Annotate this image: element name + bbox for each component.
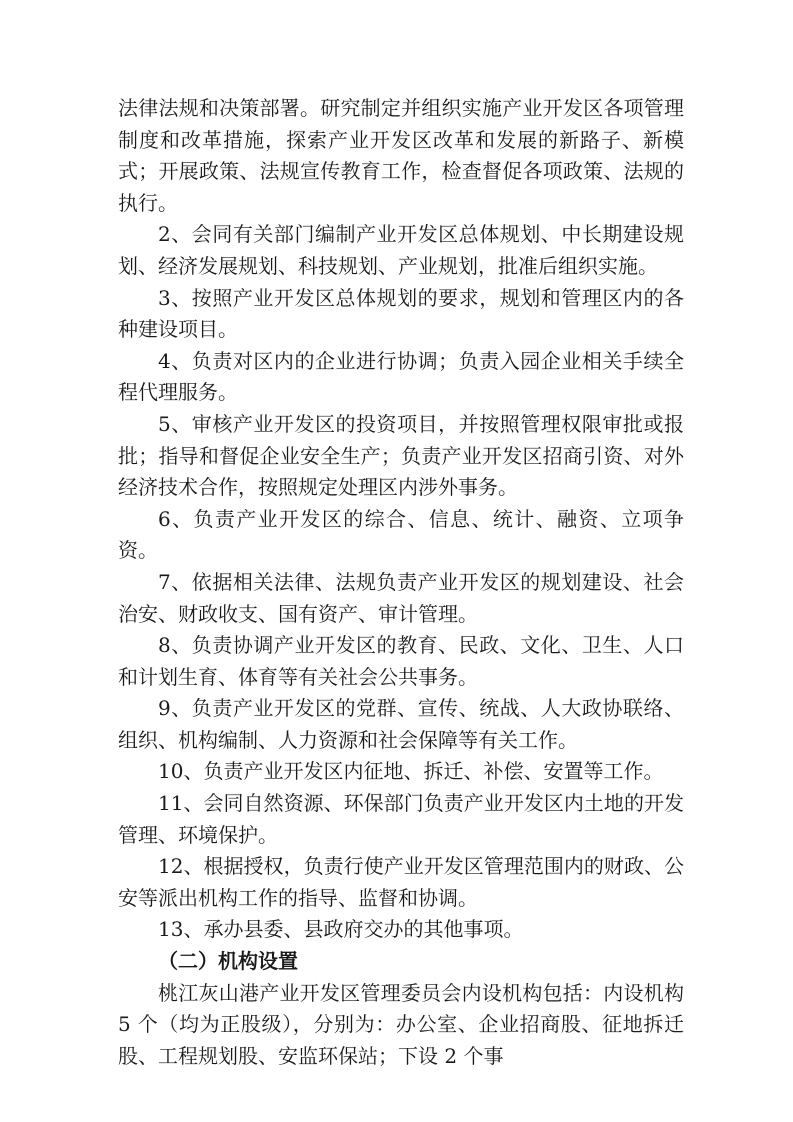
duty-item-11: 11、会同自然资源、环保部门负责产业开发区内土地的开发管理、环境保护。 — [118, 791, 684, 847]
duty-item-8: 8、负责协调产业开发区的教育、民政、文化、卫生、人口和计划生育、体育等有关社会公共事务。 — [118, 633, 684, 689]
duty-item-5: 5、审核产业开发区的投资项目，并按照管理权限审批或报批；指导和督促企业安全生产；负责产业开发区招商引资、对外经济技术合作，按照规定处理区内涉外事务。 — [118, 411, 684, 500]
section-heading: （二）机构设置 — [158, 949, 298, 974]
document-body — [118, 93, 684, 1072]
duty-item-12: 12、根据授权，负责行使产业开发区管理范围内的财政、公安等派出机构工作的指导、监督和协调。 — [118, 854, 684, 910]
duty-item-7: 7、依据相关法律、法规负责产业开发区的规划建设、社会治安、财政收支、国有资产、审计管理。 — [118, 569, 684, 626]
duty-item-2: 2、会同有关部门编制产业开发区总体规划、中长期建设规划、经济发展规划、科技规划、产业规划，批准后组织实施。 — [118, 222, 684, 278]
duty-item-10: 10、负责产业开发区内征地、拆迁、补偿、安置等工作。 — [158, 759, 664, 784]
duty-item-3: 3、按照产业开发区总体规划的要求，规划和管理区内的各种建设项目。 — [118, 285, 684, 342]
duty-item-9: 9、负责产业开发区的党群、宣传、统战、人大政协联络、组织、机构编制、人力资源和社会保障等有关工作。 — [118, 696, 684, 752]
duty-item-6: 6、负责产业开发区的综合、信息、统计、融资、立项争资。 — [118, 506, 684, 563]
duty-item-4: 4、负责对区内的企业进行协调；负责入园企业相关手续全程代理服务。 — [118, 348, 684, 405]
duty-item-13: 13、承办县委、县政府交办的其他事项。 — [158, 917, 524, 942]
organization-paragraph: 桃江灰山港产业开发区管理委员会内设机构包括：内设机构 5 个（均为正股级），分别为：办公室、企业招商股、征地拆迁股、工程规划股、安监环保站；下设 2 个事 — [118, 980, 684, 1068]
paragraph-continuation: 法律法规和决策部署。研究制定并组织实施产业开发区各项管理制度和改革措施，探索产业开发区改革和发展的新路子、新模式；开展政策、法规宣传教育工作，检查督促各项政策、法规的执行。 — [118, 96, 684, 215]
